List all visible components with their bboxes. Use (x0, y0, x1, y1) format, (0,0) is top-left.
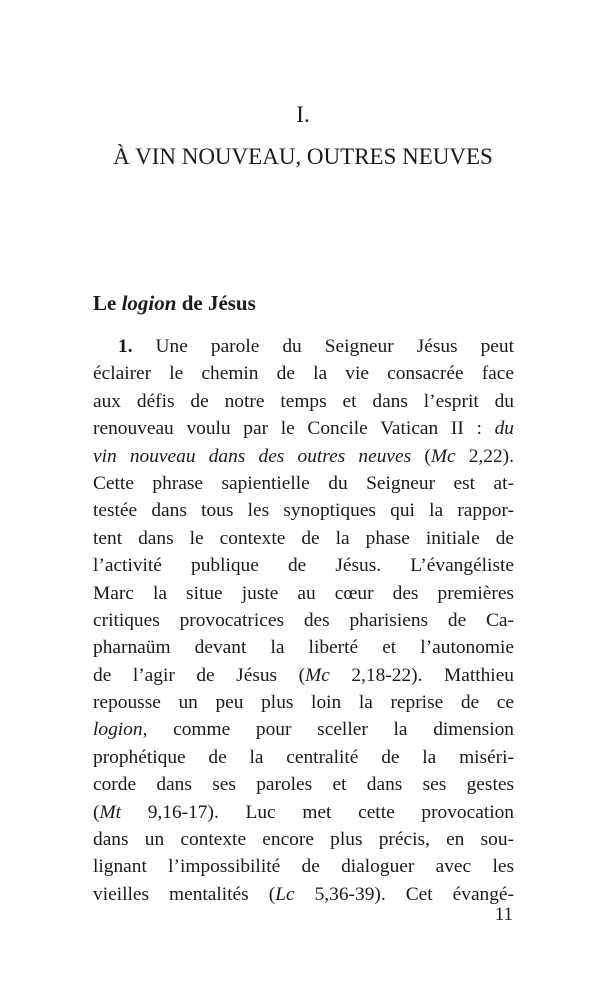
text-segment: , comme pour sceller la dimension (142, 719, 514, 741)
text-line: critiques provocatrices des pharisiens de Ca- (93, 609, 514, 631)
text-segment: ( (93, 801, 100, 823)
text-line: aux défis de notre temps et dans l’esprit du (93, 390, 514, 412)
chapter-title: À VIN NOUVEAU, OUTRES NEUVES (113, 144, 493, 169)
italic-reference: Lc (275, 883, 295, 905)
text-line: corde dans ses paroles et dans ses gestes (93, 774, 514, 796)
chapter-number: I. (296, 102, 310, 127)
text-line: prophétique de la centralité de la miséri- (93, 746, 514, 768)
page-number: 11 (494, 904, 513, 925)
text-line: pharnaüm devant la liberté et l’autonomie (93, 637, 514, 659)
italic-segment: du (494, 418, 514, 440)
text-line: testée dans tous les synoptiques qui la rappor- (93, 500, 514, 522)
text-segment: de l’agir de Jésus ( (93, 664, 306, 686)
section-heading-italic: logion (121, 291, 177, 315)
text-line: tent dans le contexte de la phase initiale de (93, 527, 514, 549)
paragraph-number: 1. (118, 336, 133, 357)
text-line (93, 333, 514, 360)
text-line: éclairer le chemin de la vie consacrée face (93, 363, 514, 385)
italic-segment: vin nouveau dans des outres neuves (93, 445, 412, 467)
text-line (93, 881, 514, 908)
text-line: lignant l’impossibilité de dialoguer avec les (93, 856, 514, 878)
section-heading-suffix: de Jésus (176, 291, 256, 315)
body-paragraph (93, 333, 514, 908)
italic-reference: Mt (99, 801, 122, 823)
text-line: l’activité publique de Jésus. L’évangéliste (93, 555, 514, 577)
text-segment: renouveau voulu par le Concile Vatican II : (93, 418, 495, 440)
italic-reference: Mc (305, 664, 330, 686)
text-segment: 5,36-39). Cet évangé- (294, 883, 514, 905)
text-line (93, 799, 514, 826)
italic-reference: Mc (430, 445, 456, 467)
text-line (93, 662, 514, 689)
text-line: Cette phrase sapientielle du Seigneur est at- (93, 472, 514, 494)
text-line: Marc la situe juste au cœur des premières (93, 582, 514, 604)
text-line: repousse un peu plus loin la reprise de ce (93, 692, 514, 714)
text-line (93, 716, 514, 743)
text-segment: 9,16-17). Luc met cette provocation (121, 801, 514, 823)
text-segment: vieilles mentalités ( (93, 883, 276, 905)
text-segment: ( (411, 445, 431, 467)
section-heading-prefix: Le (93, 291, 122, 315)
text-segment: 2,22). (455, 445, 514, 467)
text-segment: Une parole du Seigneur Jésus peut (132, 336, 514, 357)
italic-segment: logion (93, 719, 143, 741)
text-line: dans un contexte encore plus précis, en sou- (93, 829, 514, 851)
section-heading (93, 289, 256, 317)
text-line (93, 443, 514, 470)
text-line (93, 415, 514, 442)
text-segment: 2,18-22). Matthieu (329, 664, 514, 686)
